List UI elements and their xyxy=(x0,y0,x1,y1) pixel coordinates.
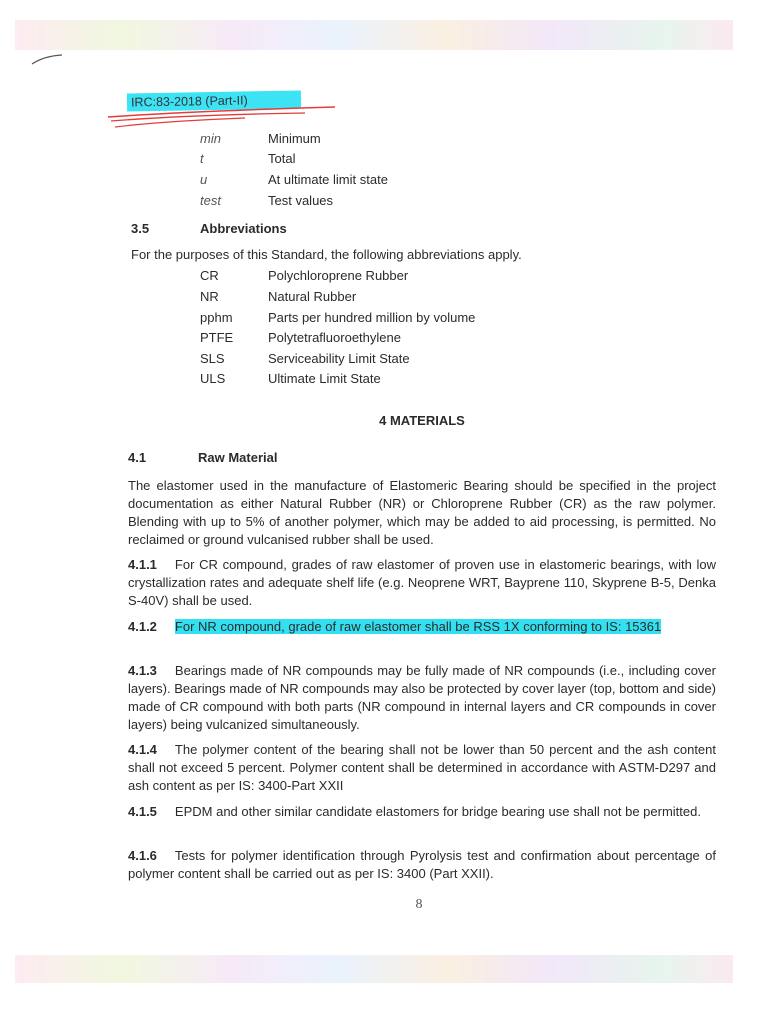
decorative-band-top xyxy=(15,20,733,50)
abbreviation: CR xyxy=(200,268,219,283)
clause-4-1-5 xyxy=(128,803,716,821)
abbreviation-meaning: Parts per hundred million by volume xyxy=(268,310,476,325)
section-number: 4.1 xyxy=(128,450,147,465)
abbreviation-meaning: Serviceability Limit State xyxy=(268,351,410,366)
clause-4-1-6 xyxy=(128,847,716,883)
abbreviation: pphm xyxy=(200,310,233,325)
clause-number: 4.1.2 xyxy=(128,619,157,634)
clause-text: Tests for polymer identification through Pyrolysis test and confirmation about percentage of polymer content shall be carried out as per IS: 3400 (Part XXII). xyxy=(128,848,716,881)
symbol-description: At ultimate limit state xyxy=(268,172,388,187)
abbreviation-meaning: Polychloroprene Rubber xyxy=(268,268,409,283)
symbol: u xyxy=(200,172,208,187)
red-underline-scribble xyxy=(105,105,340,131)
section-title: Abbreviations xyxy=(200,221,287,236)
clause-number: 4.1.4 xyxy=(128,742,157,757)
section-title: Raw Material xyxy=(198,450,278,465)
abbreviation: ULS xyxy=(200,371,226,386)
clause-text: For CR compound, grades of raw elastomer of proven use in elastomeric bearings, with low crystallization rates and adequate shelf life (e.g. Neoprene WRT, Bayprene 110, Skyprene B-5, Denka S-40V) shall be used. xyxy=(128,557,716,608)
chapter-heading: 4 MATERIALS xyxy=(379,413,465,428)
clause-4-1-2 xyxy=(128,618,716,636)
symbol-description: Total xyxy=(268,151,296,166)
clause-number: 4.1.5 xyxy=(128,804,157,819)
clause-4-1-3 xyxy=(128,662,716,734)
page-number: 8 xyxy=(415,897,423,912)
symbol: test xyxy=(200,193,221,208)
abbreviation: SLS xyxy=(200,351,225,366)
abbreviation: NR xyxy=(200,289,219,304)
clause-number: 4.1.3 xyxy=(128,663,157,678)
abbreviation-meaning: Polytetrafluoroethylene xyxy=(268,330,401,345)
highlighted-clause-text: For NR compound, grade of raw elastomer shall be RSS 1X conforming to IS: 15361 xyxy=(174,619,662,634)
clause-text: Bearings made of NR compounds may be fully made of NR compounds (i.e., including cover layers). Bearings made of NR compounds may also be protected by cover layer (top, bottom and side) made of CR compound with both parts (NR compound in internal layers and CR compounds in cover layers) being vulcanized simultaneously. xyxy=(128,663,716,732)
clause-text: EPDM and other similar candidate elastomers for bridge bearing use shall not be permitted. xyxy=(174,804,701,819)
symbol: min xyxy=(200,131,221,146)
symbol-description: Minimum xyxy=(268,131,321,146)
decorative-band-bottom xyxy=(15,955,733,983)
section-number: 3.5 xyxy=(131,221,150,236)
clause-4-1-4 xyxy=(128,741,716,795)
section-intro: For the purposes of this Standard, the following abbreviations apply. xyxy=(131,247,522,262)
clause-number: 4.1.1 xyxy=(128,557,157,572)
abbreviation: PTFE xyxy=(200,330,234,345)
section-paragraph: The elastomer used in the manufacture of Elastomeric Bearing should be specified in the project documentation as either Natural Rubber (NR) or Chloroprene Rubber (CR) as the raw polymer. Blending with up to 5% of another polymer, which may be added to aid processing, is permitted. No reclaimed or ground vulcanised rubber shall be used. xyxy=(128,478,716,547)
clause-text: The polymer content of the bearing shall not be lower than 50 percent and the ash content shall not exceed 5 percent. Polymer content shall be determined in accordance with ASTM-D297 and ash content as per IS: 3400-Part XXII xyxy=(128,742,716,793)
pen-mark xyxy=(30,52,66,68)
abbreviation-meaning: Ultimate Limit State xyxy=(268,371,381,386)
clause-number: 4.1.6 xyxy=(128,848,157,863)
symbol-description: Test values xyxy=(268,193,334,208)
clause-4-1-1 xyxy=(128,556,716,610)
document-code-highlight: IRC:83-2018 (Part-II) xyxy=(127,90,301,111)
symbol: t xyxy=(200,151,204,166)
abbreviation-meaning: Natural Rubber xyxy=(268,289,357,304)
